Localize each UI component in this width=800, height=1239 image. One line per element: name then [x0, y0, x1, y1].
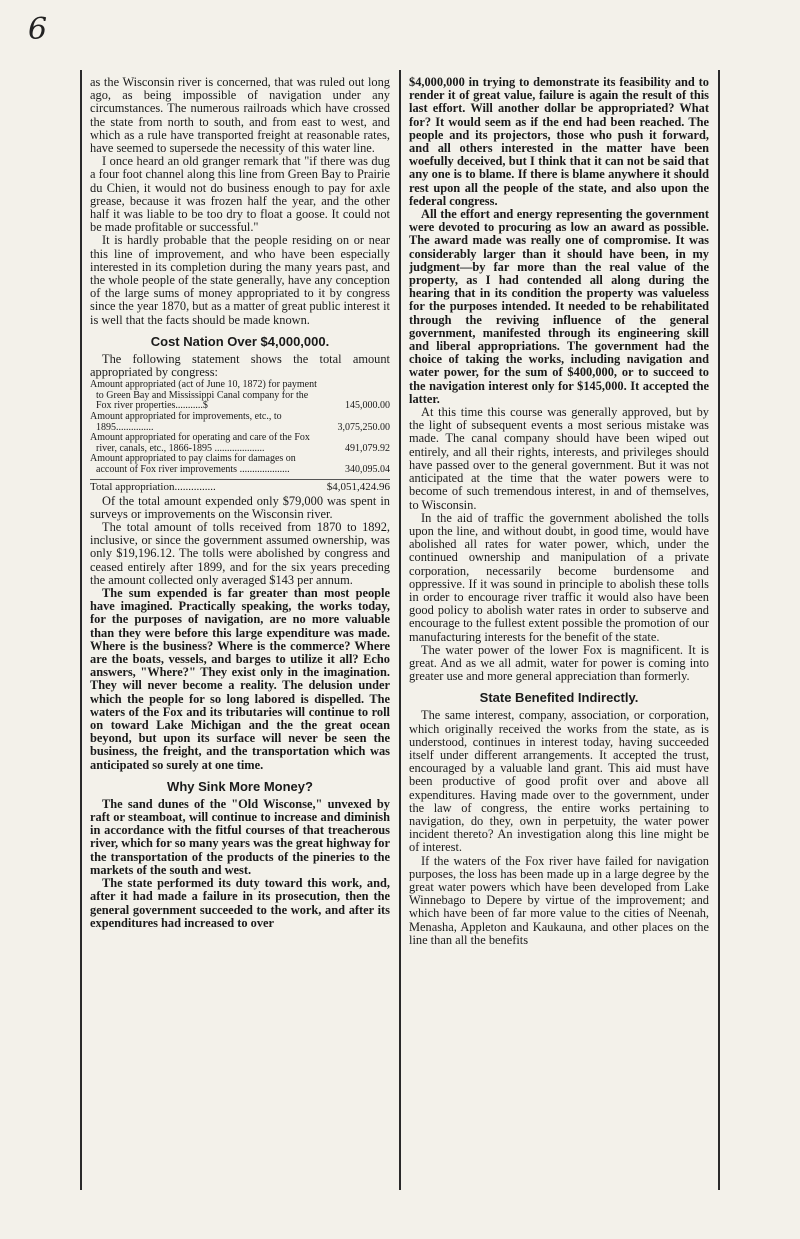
- left-paragraph-9: The state performed its duty toward this work, and, after it had made a failure in its prosecution, then the general government succeeded to the work, and after its expenditures had increased to over: [90, 876, 390, 930]
- appropriation-total-label: Total appropriation...............: [90, 480, 216, 493]
- appropriation-desc: Amount appropriated for improvements, etc., to 1895...............: [90, 411, 282, 433]
- page-number: 6: [28, 12, 48, 47]
- left-paragraph-5: Of the total amount expended only $79,000 was spent in surveys or improvements on the Wisconsin river.: [90, 493, 390, 521]
- right-paragraph-3: At this time this course was generally approved, but by the light of subsequent events a most serious mistake was made. The canal company should have been wiped out entirely, and all their rights, interests, and privileges should have passed over to the general government. But it was not anticipated at the time that the water powers were to become of such tremendous interest, in and of themselves, to Wisconsin.: [409, 405, 709, 512]
- right-paragraph-1: $4,000,000 in trying to demonstrate its feasibility and to render it of great value, failure is again the result of this last effort. Will another dollar be appropriated? What for? It would seem as if the end had been reached. The people and its projectors, those who push it forward, and all others interested in the matter have been woefully deceived, but I think that it can not be said that any one is to blame. If there is blame anywhere it should rest upon all the people of the state, and also upon the federal congress.: [409, 76, 709, 208]
- appropriation-amount: 491,079.92: [345, 442, 390, 454]
- right-paragraph-4: In the aid of traffic the government abolished the tolls upon the line, and without doubt, in good time, would have abolished all rates for water power, which, under the continued ownership and manipulation of a private corporation, necessarily become burdensome and oppressive. If it was sound in principle to abolish these tolls in order to encourage river traffic it would also have been good policy to abolish water rates in order to subserve and encourage to the fullest extent possible the promotion of our manufacturing interests for the benefit of the state.: [409, 510, 709, 644]
- appropriation-amount: 3,075,250.00: [337, 421, 390, 433]
- section-heading-money: Why Sink More Money?: [167, 778, 313, 794]
- appropriation-total-amount: $4,051,424.96: [326, 480, 390, 493]
- appropriation-amount: 340,095.04: [345, 464, 390, 476]
- left-column-rule: [80, 70, 82, 1190]
- left-paragraph-2: I once heard an old granger remark that "if there was dug a four foot channel along this line from Green Bay to Prairie du Chien, it would not do business enough to pay for axle grease, because it was frozen half the year, and the other half it was liable to be too dry to float a goose. It could not be made profitable or successful.": [90, 154, 390, 235]
- right-column-rule: [718, 70, 720, 1190]
- right-column: [409, 76, 709, 1186]
- left-paragraph-6: The total amount of tolls received from 1870 to 1892, inclusive, or since the government assumed ownership, was only $19,196.12. The tolls were abolished by congress and ceased entirely after 1899, and for the six years preceding the amount collected only averaged $143 per annum.: [90, 520, 390, 587]
- left-column: [90, 76, 390, 1186]
- right-paragraph-6: The same interest, company, association, or corporation, which originally received the works from the state, as is understood, continues in interest today, having succeeded itself under different arrangements. It accepted the trust, encouraged by a valuable land grant. This aid must have been productive of good profit over and above all expenditures. Having made over to the government, under the law of congress, the entire works pertaining to navigation, do they, own in perpetuity, the water power incident thereto? An investigation along this line might be of interest.: [409, 708, 709, 855]
- right-paragraph-2: All the effort and energy representing the government were devoted to procuring as low an award as possible. The award made was really one of compromise. It was considerably larger than it should have been, in my judgment—by far more than the real value of the property, as I had contended all along during the hearing that in its condition the property was valueless for the purposes intended. It needed to be rehabilitated through the reviving influence of the general government, manifested through its engineering skill and liberal appropriations. The government had the choice of taking the works, including navigation and water power, for the sum of $400,000, or to succeed to the navigation interest only for $145,000. It accepted the latter.: [409, 207, 709, 406]
- left-paragraph-8: The sand dunes of the "Old Wisconse," unvexed by raft or steamboat, will continue to increase and diminish in accordance with the fitful courses of that treacherous river, which for so many years was the great highway for the transportation of the products of the pineries to the markets of the south and west.: [90, 796, 390, 877]
- appropriation-row: [90, 454, 390, 475]
- appropriations-table: [90, 380, 390, 492]
- left-paragraph-3: It is hardly probable that the people residing on or near this line of improvement, and who have been especially interested in its completion during the many years past, and the whole people of the state generally, have any conception of the large sums of money appropriated to it by congress since the year 1870, but as a matter of great public interest it is well that the facts should be made known.: [90, 233, 390, 327]
- appropriation-row: [90, 380, 390, 412]
- section-heading-cost: Cost Nation Over $4,000,000.: [150, 333, 330, 349]
- section-heading-state: State Benefited Indirectly.: [479, 690, 639, 706]
- appropriation-amount: 145,000.00: [345, 400, 390, 412]
- left-paragraph-4: The following statement shows the total amount appropriated by congress:: [90, 351, 390, 380]
- appropriation-desc: Amount appropriated to pay claims for damages on account of Fox river improvements ....................: [90, 453, 296, 476]
- left-paragraph-1: as the Wisconsin river is concerned, that was ruled out long ago, as being impossible of navigation under any circumstances. The numerous railroads which have crossed the state from north to south, and from east to west, and which as a rule have transported freight at reasonable rates, have seemed to supersede the necessity of this water line.: [90, 76, 390, 156]
- right-paragraph-7: If the waters of the Fox river have failed for navigation purposes, the loss has been made up in a large degree by the great water powers which have been developed from Lake Winnebago to Depere by virtue of the improvement; and which have been of far more value to the cities of Neenah, Menasha, Appleton and Kaukauna, and other places on the line than all the benefits: [409, 853, 709, 947]
- appropriation-row: [90, 412, 390, 433]
- appropriation-total-row: [90, 479, 390, 493]
- appropriation-desc: Amount appropriated (act of June 10, 1872) for payment to Green Bay and Mississippi Canal company for the Fox river properties...........$: [90, 379, 317, 412]
- left-paragraph-7: The sum expended is far greater than most people have imagined. Practically speaking, the works today, for the purposes of navigation, are no more valuable than they were before this large expenditure was made. Where is the business? Where is the commerce? Where are the boats, vessels, and barges to utilize it all? Echo answers, "Where?" They exist only in the imagination. They will never become a reality. The delusion under which the people for so long labored is dispelled. The waters of the Fox and its tributaries will continue to roll on toward Lake Michigan and the the great ocean beyond, but upon its surface will never be seen the business, the freight, and the transportation which was anticipated so surely at one time.: [90, 586, 390, 772]
- center-column-rule: [399, 70, 401, 1190]
- appropriation-desc: Amount appropriated for operating and care of the Fox river, canals, etc., 1866-1895 ....................: [90, 432, 310, 454]
- right-paragraph-5: The water power of the lower Fox is magnificent. It is great. And as we all admit, water for power is coming into greater use and more general appreciation than formerly.: [409, 642, 709, 684]
- appropriation-row: [90, 433, 390, 454]
